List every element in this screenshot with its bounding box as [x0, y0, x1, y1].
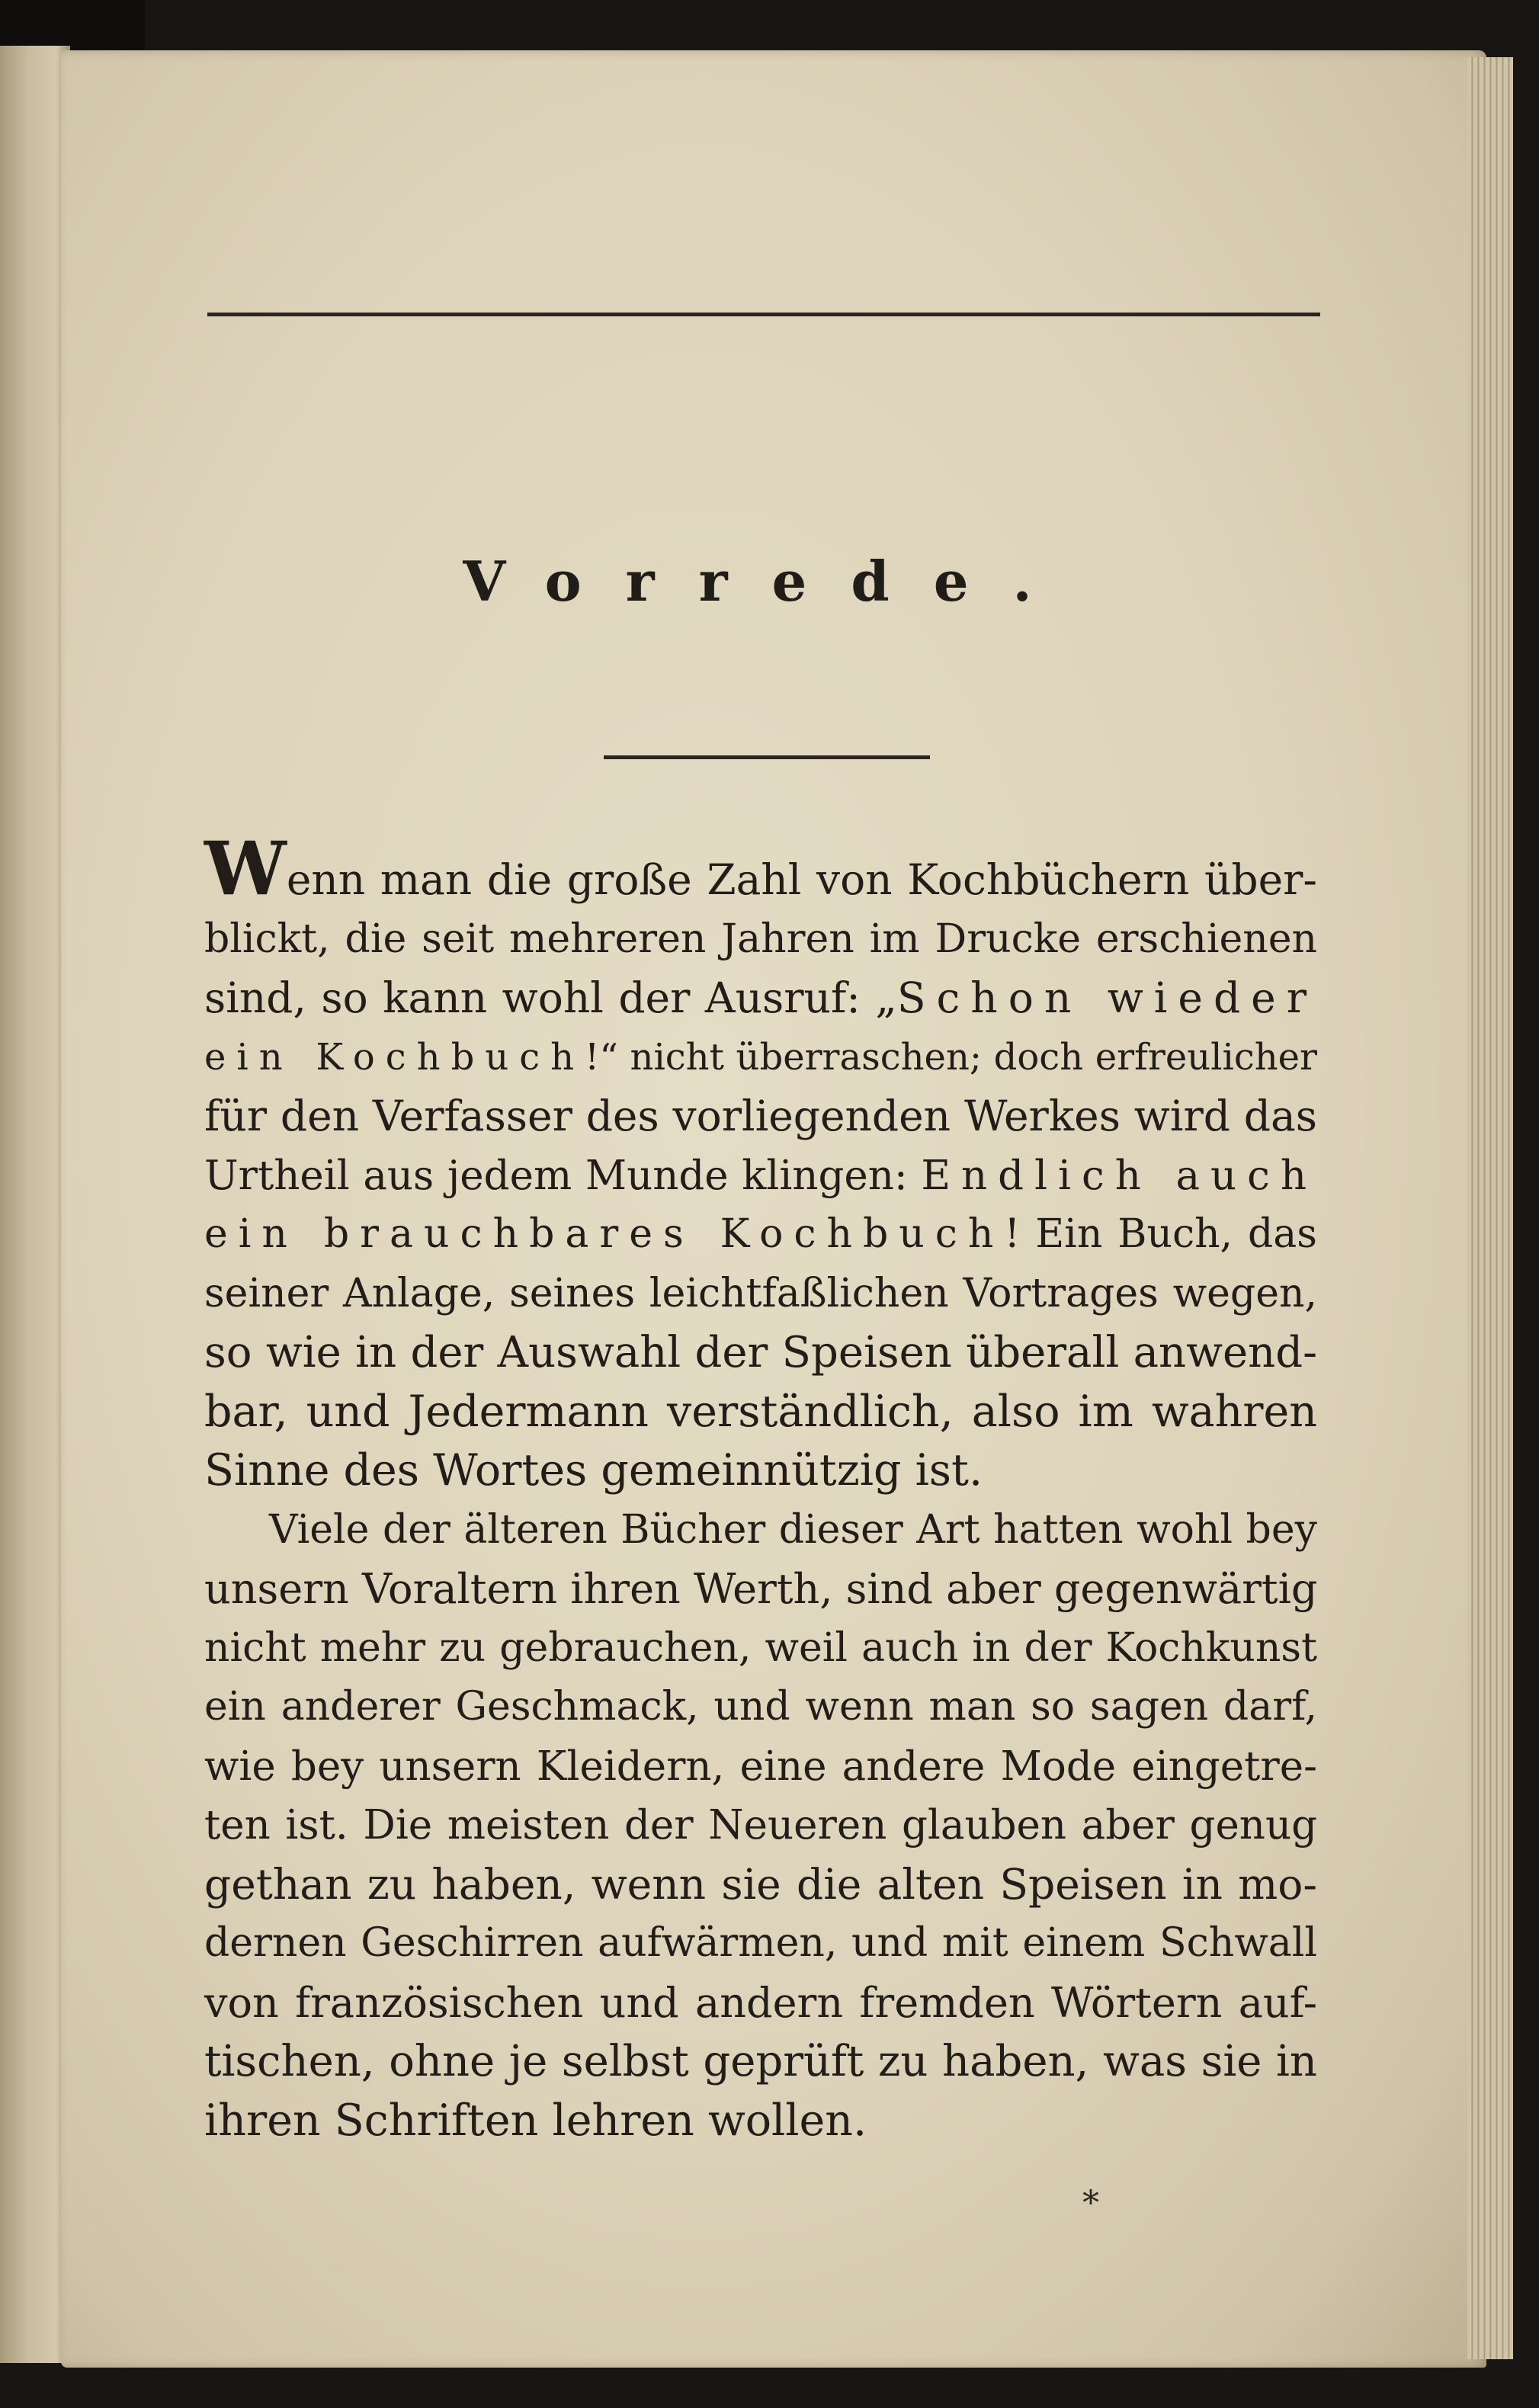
title-rule: [604, 755, 930, 759]
page-stack-edge: [1467, 57, 1513, 2359]
drop-cap: W: [204, 826, 287, 912]
text-line: ten ist. Die meisten der Neueren glauben aber genug: [204, 1802, 1317, 1848]
text-line: gethan zu haben, wenn sie die alten Speisen in mo-: [204, 1859, 1317, 1909]
spaced-emphasis: ein Kochbuch: [204, 1035, 585, 1079]
text-line: von französischen und andern fremden Wörtern auf-: [204, 1978, 1317, 2027]
text-line: ein brauchbares Kochbuch! Ein Buch, das: [204, 1211, 1317, 1257]
text-line: Sinne des Wortes gemeinnützig ist.: [204, 1445, 983, 1496]
text-line: für den Verfasser des vorliegenden Werkes wird das: [204, 1092, 1317, 1140]
text-line: sind, so kann wohl der Ausruf: „Schon wieder: [204, 973, 1317, 1022]
text-line: nicht mehr zu gebrauchen, weil auch in der Kochkunst: [204, 1624, 1317, 1671]
text-line: bar, und Jedermann verständlich, also im wahren: [204, 1386, 1317, 1437]
text-line: ein Kochbuch!“ nicht überraschen; doch erfreulicher: [204, 1035, 1318, 1079]
text-line: ein anderer Geschmack, und wenn man so sagen darf,: [204, 1684, 1317, 1730]
text-line: tischen, ohne je selbst geprüft zu haben, was sie in: [204, 2037, 1317, 2086]
header-rule: [207, 313, 1320, 316]
facing-page-edge: [0, 46, 70, 2363]
spaced-emphasis: Schon wieder: [896, 973, 1317, 1022]
text-line: Wenn man die große Zahl von Kochbüchern über-: [204, 826, 1317, 912]
preface-text: [204, 826, 1318, 2150]
text-line: blickt, die seit mehreren Jahren im Drucke erschienen: [204, 915, 1317, 962]
text-line: ihren Schriften lehren wollen.: [204, 2095, 867, 2146]
spaced-emphasis: ein brauchbares Kochbuch: [204, 1211, 1005, 1257]
text-line: seiner Anlage, seines leichtfaßlichen Vortrages wegen,: [204, 1270, 1317, 1316]
signature-mark: *: [1082, 2184, 1099, 2223]
text-line: dernen Geschirren aufwärmen, und mit einem Schwall: [204, 1920, 1317, 1966]
text-line: Viele der älteren Bücher dieser Art hatten wohl bey: [269, 1506, 1317, 1553]
text-line: so wie in der Auswahl der Speisen überall anwend-: [204, 1328, 1317, 1377]
page-title: Vorrede.: [463, 549, 1076, 614]
spaced-emphasis: Endlich auch: [921, 1152, 1317, 1199]
text-line: Urtheil aus jedem Munde klingen: Endlich auch: [204, 1152, 1317, 1199]
text-line: unsern Voraltern ihren Werth, sind aber gegenwärtig: [204, 1565, 1318, 1613]
text-line: wie bey unsern Kleidern, eine andere Mode eingetre-: [204, 1743, 1317, 1790]
